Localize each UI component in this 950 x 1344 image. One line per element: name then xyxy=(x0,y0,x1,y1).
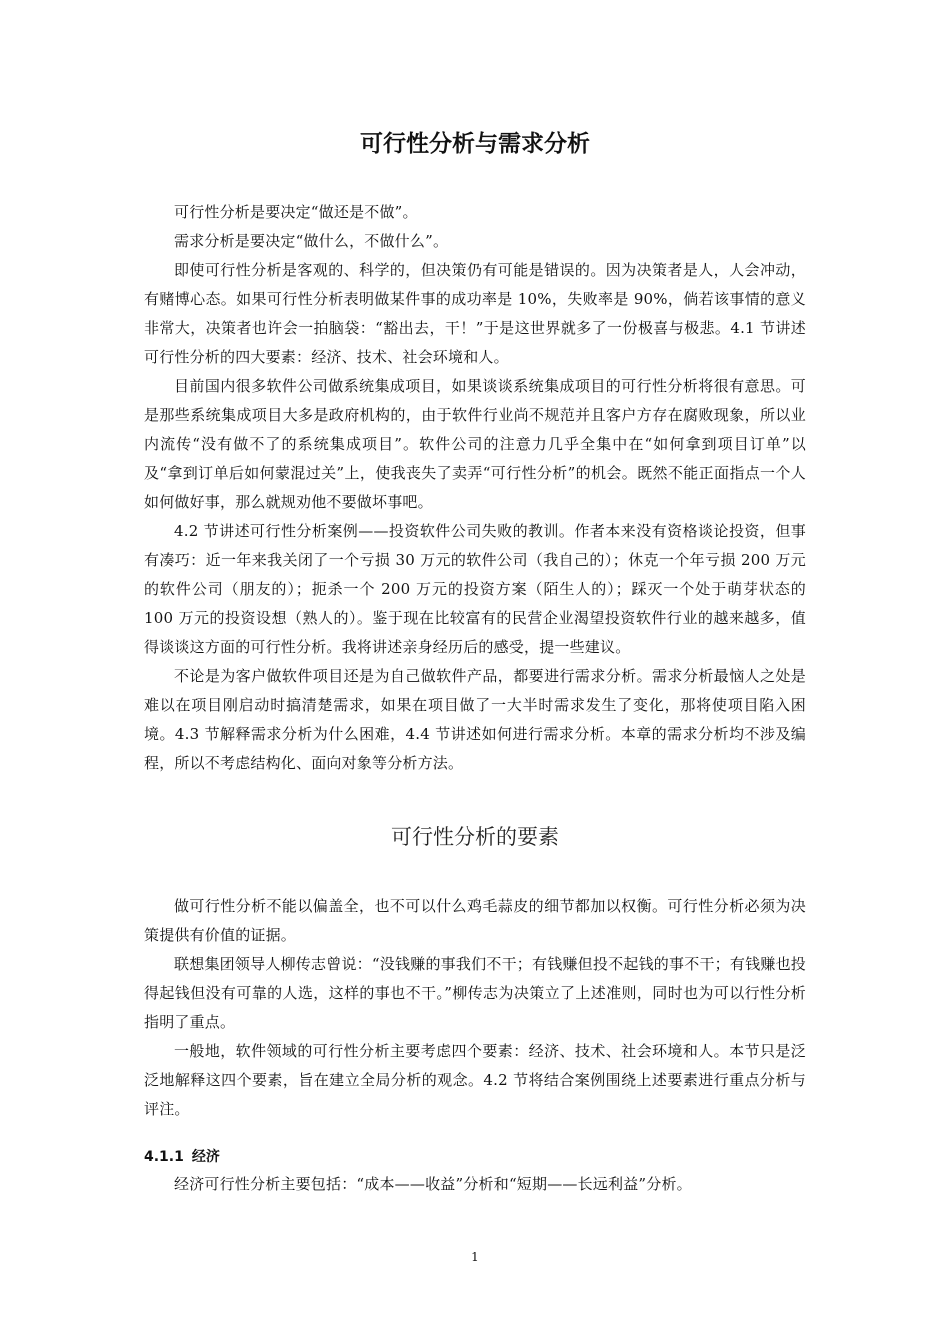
section-heading: 可行性分析的要素 xyxy=(391,825,559,849)
document-title: 可行性分析与需求分析 xyxy=(360,131,590,157)
intro-paragraph-6: 不论是为客户做软件项目还是为自己做软件产品，都要进行需求分析。需求分析最恼人之处是难以在项目刚启动时搞清楚需求，如果在项目做了一大半时需求发生了变化，那将使项目陷入困境。4.3 节解释需求分析为什么困难，4.4 节讲述如何进行需求分析。本章的需求分析均不涉及编程，所以不考虑结构化、面向对象等分析方法。 xyxy=(144,667,806,772)
subsection-heading xyxy=(144,1146,220,1168)
subsection-title: 经济 xyxy=(191,1149,220,1165)
intro-paragraph-5: 4.2 节讲述可行性分析案例——投资软件公司失败的教训。作者本来没有资格谈论投资，但事有凑巧：近一年来我关闭了一个亏损 30 万元的软件公司（我自己的）；休克一个年亏损 200 万元的软件公司（朋友的）；扼杀一个 200 万元的投资方案（陌生人的）；踩灭一个处于萌芽状态的 100 万元的投资设想（熟人的）。鉴于现在比较富有的民营企业渴望投资软件行业的越来越多，值得谈谈这方面的可行性分析。我将讲述亲身经历后的感受，提一些建议。 xyxy=(144,522,806,656)
intro-paragraph-2: 需求分析是要决定“做什么，不做什么”。 xyxy=(174,232,449,250)
subsection-paragraph: 经济可行性分析主要包括：“成本——收益”分析和“短期——长远利益”分析。 xyxy=(174,1175,692,1193)
intro-paragraph-3: 即使可行性分析是客观的、科学的，但决策仍有可能是错误的。因为决策者是人，人会冲动，有赌博心态。如果可行性分析表明做某件事的成功率是 10%，失败率是 90%，倘若该事情的意义非常大，决策者也许会一拍脑袋：“豁出去，干！”于是这世界就多了一份极喜与极悲。4.1 节讲述可行性分析的四大要素：经济、技术、社会环境和人。 xyxy=(144,261,806,366)
intro-section xyxy=(144,198,806,778)
intro-paragraph-4: 目前国内很多软件公司做系统集成项目，如果谈谈系统集成项目的可行性分析将很有意思。可是那些系统集成项目大多是政府机构的，由于软件行业尚不规范并且客户方存在腐败现象，所以业内流传“没有做不了的系统集成项目”。软件公司的注意力几乎全集中在“如何拿到项目订单”以及“拿到订单后如何蒙混过关”上，使我丧失了卖弄“可行性分析”的机会。既然不能正面指点一个人如何做好事，那么就规劝他不要做坏事吧。 xyxy=(144,377,806,511)
section-body xyxy=(144,892,806,1124)
section-paragraph-1: 做可行性分析不能以偏盖全，也不可以什么鸡毛蒜皮的细节都加以权衡。可行性分析必须为决策提供有价值的证据。 xyxy=(144,897,806,944)
page-number: 1 xyxy=(471,1250,479,1264)
section-paragraph-3: 一般地，软件领域的可行性分析主要考虑四个要素：经济、技术、社会环境和人。本节只是泛泛地解释这四个要素，旨在建立全局分析的观念。4.2 节将结合案例围绕上述要素进行重点分析与评注。 xyxy=(144,1042,806,1118)
subsection-number: 4.1.1 xyxy=(144,1149,184,1165)
subsection-body xyxy=(144,1170,806,1199)
section-paragraph-2: 联想集团领导人柳传志曾说：“没钱赚的事我们不干；有钱赚但投不起钱的事不干；有钱赚也投得起钱但没有可靠的人选，这样的事也不干。”柳传志为决策立了上述准则，同时也为可以行性分析指明了重点。 xyxy=(144,955,806,1031)
intro-paragraph-1: 可行性分析是要决定“做还是不做”。 xyxy=(174,203,418,221)
